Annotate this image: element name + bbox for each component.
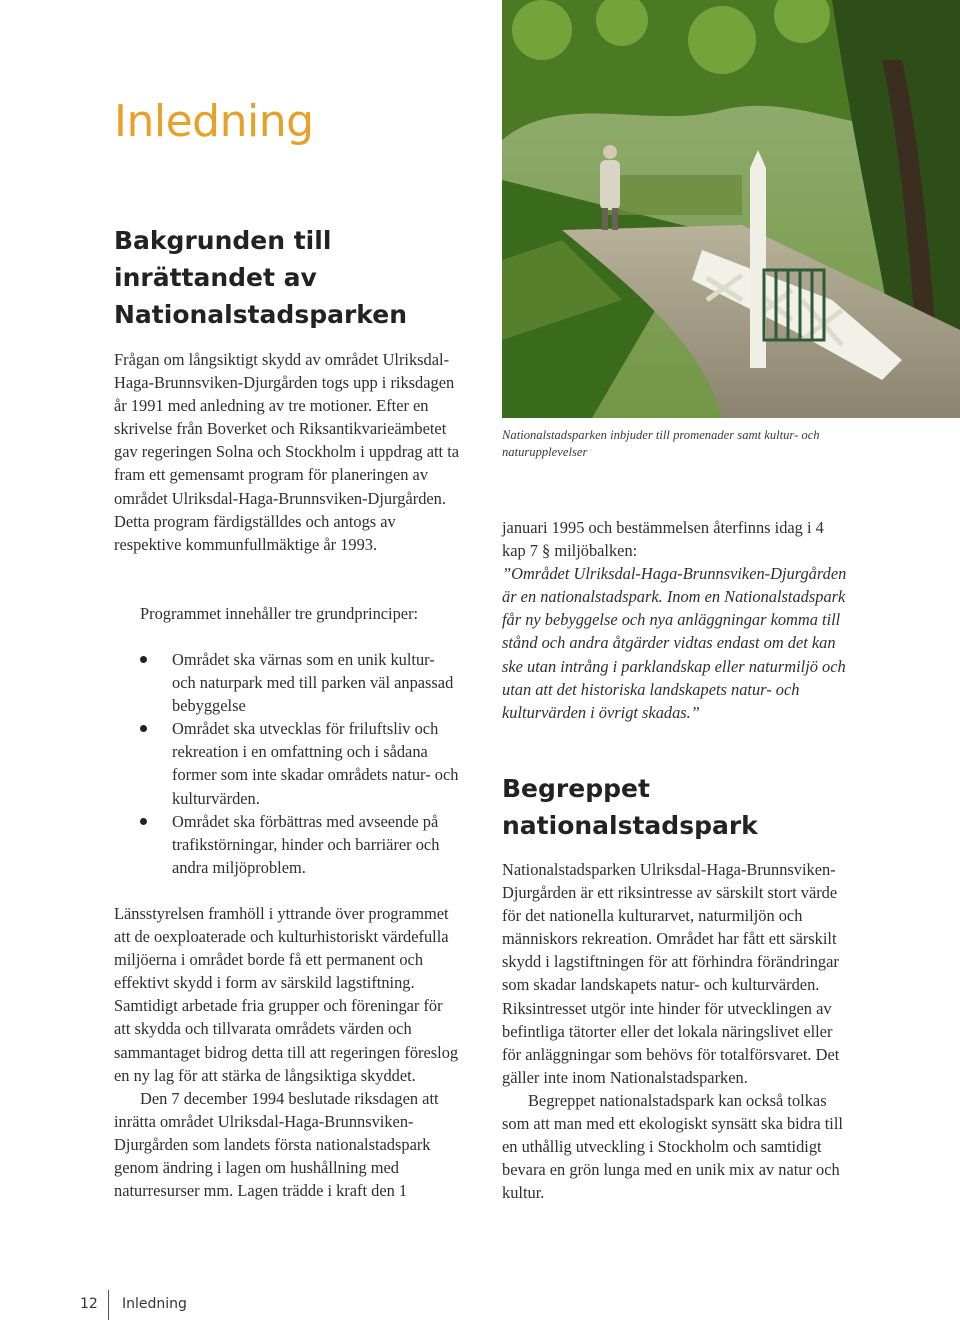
law-text	[502, 516, 848, 724]
history-text	[114, 902, 462, 1202]
park-photo	[502, 0, 960, 418]
list-item: Området ska värnas som en unik kultur- och naturpark med till parken väl anpassad bebyggelse	[140, 648, 462, 717]
principles-intro: Programmet innehåller tre grundprinciper:	[140, 604, 419, 623]
footer-section-title: Inledning	[122, 1296, 187, 1312]
list-item: Området ska förbättras med avseende på trafikstörningar, hinder och barriärer och andra miljöproblem.	[140, 810, 462, 879]
paragraph-text: Nationalstadsparken Ulriksdal-Haga-Brunnsviken-Djurgården är ett riksintresse av särskilt stort värde för det nationella kulturarvet, naturmiljön och människors rekreation. Området har fått ett särskilt skydd i lagstiftningen för att förhindra förändringar som skadar landskapets natur- och kulturvärden. Riksintresset utgör inte hinder för utvecklingen av befintliga tätorter eller det lokala näringslivet eller för anläggningar som behövs för totalförsvaret. Det gäller inte inom Nationalstadsparken.	[502, 860, 840, 1087]
paragraph-text: Frågan om långsiktigt skydd av området Ulriksdal-Haga-Brunnsviken-Djurgården togs upp i riksdagen år 1991 med anledning av tre motioner. Efter en skrivelse från Boverket och Riksantikvarieämbetet gav regeringen Solna och Stockholm i uppdrag att ta fram ett gemensamt program för planeringen av området Ulriksdal-Haga-Brunnsviken-Djurgården. Detta program färdigställdes och antogs av respektive kommunfullmäktige år 1993.	[114, 350, 460, 554]
paragraph-text: Länsstyrelsen framhöll i yttrande över programmet att de oexploaterade och kulturhistoriskt värdefulla miljöerna i området borde få ett permanent och effektivt skydd i form av särskild lagstiftning. Samtidigt arbetade fria grupper och föreningar för att skydda och tillvarata områdets värden och sammantaget bidrog detta till att regeringen föreslog en ny lag för att stärka de långsiktiga skyddet.	[114, 904, 459, 1085]
paragraph-text: januari 1995 och bestämmelsen återfinns idag i 4 kap 7 § miljöbalken:	[502, 518, 824, 561]
section-heading-concept: Begreppet nationalstadspark	[502, 774, 758, 840]
list-item: Området ska utvecklas för friluftsliv och rekreation i en omfattning och i sådana former som inte skadar områdets natur- och kulturvärden.	[140, 717, 462, 809]
paragraph-text: Begreppet nationalstadspark kan också tolkas som att man med ett ekologiskt synsätt ska bidra till en uthållig utveckling i Stockholm och samtidigt bevara en grön lunga med en unik mix av natur och kultur.	[502, 1090, 843, 1203]
section-heading-background: Bakgrunden till inrättandet av Nationalstadsparken	[114, 226, 408, 329]
photo-caption: Nationalstadsparken inbjuder till promenader samt kultur- och naturupplevelser	[502, 428, 820, 459]
chapter-title: Inledning	[114, 96, 314, 147]
page-number: 12	[80, 1296, 98, 1312]
paragraph-text: Den 7 december 1994 beslutade riksdagen att inrätta området Ulriksdal-Haga-Brunnsviken-Djurgården som landets första nationalstadspark genom ändring i lagen om hushållning med naturresurser mm. Lagen trädde i kraft den 1	[114, 1088, 439, 1201]
concept-text	[502, 858, 848, 1204]
intro-paragraph	[114, 348, 462, 556]
footer-divider	[108, 1290, 109, 1320]
law-quote: ”Området Ulriksdal-Haga-Brunnsviken-Djurgården är en nationalstadspark. Inom en Nationalstadspark får ny bebyggelse och nya anläggningar komma till stånd och andra åtgärder vidtas endast om det kan ske utan intrång i parklandskap eller naturmiljö och utan att det historiska landskapets natur- och kulturvärden i övrigt skadas.”	[502, 564, 847, 722]
principles-list	[140, 648, 462, 879]
